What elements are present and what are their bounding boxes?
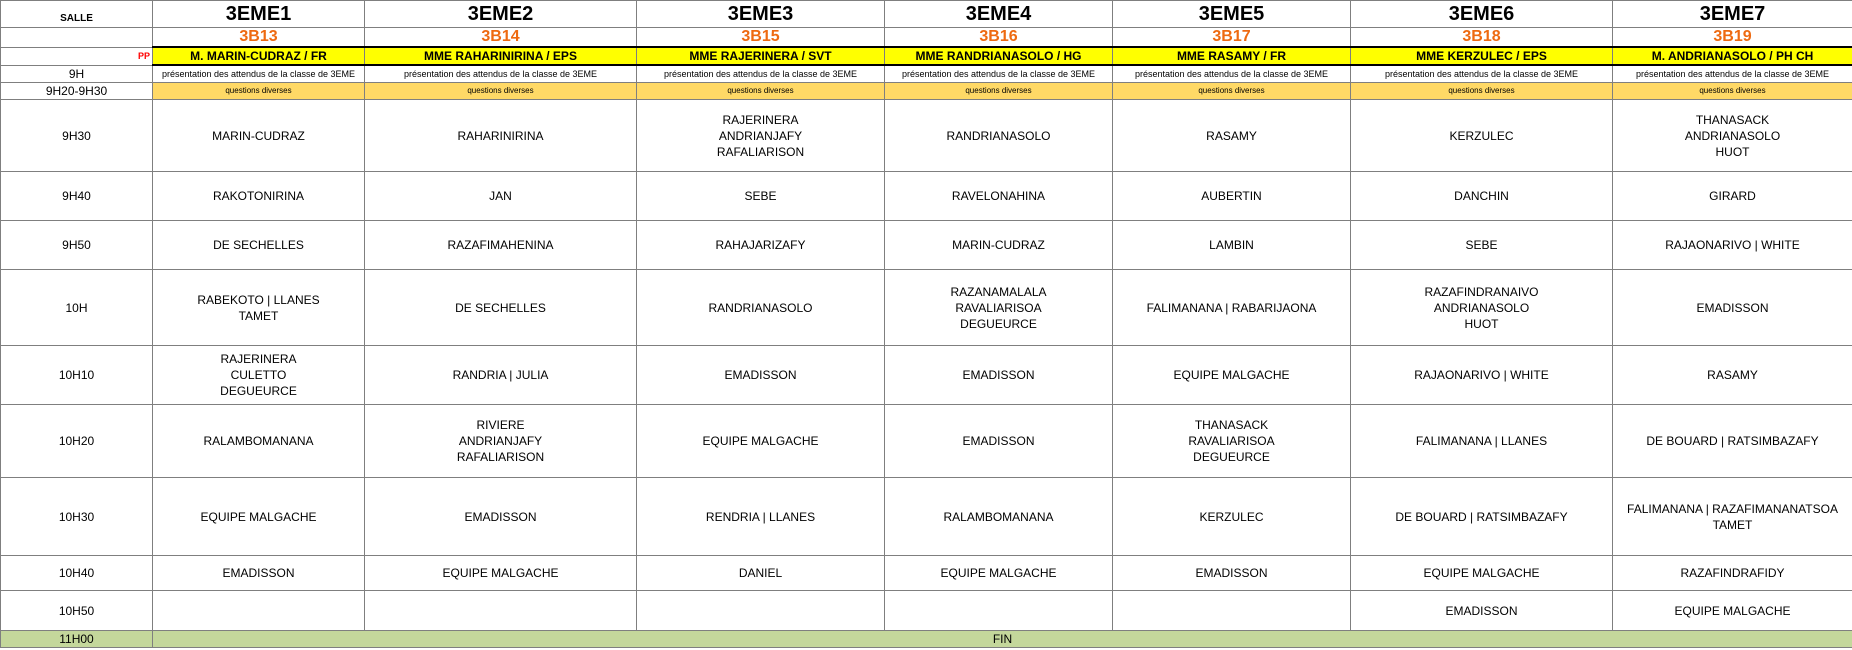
slot-cell[interactable] (637, 172, 885, 221)
student-name: EMADISSON (724, 368, 797, 382)
student-name: ANDRIANASOLO (1433, 300, 1530, 315)
student-name: DEGUEURCE (1193, 450, 1270, 464)
slot-cell[interactable] (1113, 172, 1351, 221)
class-header[interactable]: 3EME7 (1613, 1, 1852, 28)
time-slot-row (1, 221, 1852, 270)
student-name: MARIN-CUDRAZ (952, 238, 1045, 252)
slot-cell[interactable] (365, 270, 637, 346)
slot-cell[interactable] (1113, 405, 1351, 478)
slot-cell[interactable] (1351, 346, 1613, 405)
slot-cell[interactable] (1613, 478, 1852, 556)
slot-cell[interactable] (637, 591, 885, 631)
slot-cell[interactable] (1613, 591, 1852, 631)
slot-cell[interactable] (1351, 100, 1613, 172)
slot-cell[interactable] (1613, 346, 1852, 405)
presentation-cell[interactable]: présentation des attendus de la classe de 3EME (1351, 65, 1613, 83)
student-name: RAVALIARISOA (955, 300, 1042, 315)
slot-cell[interactable] (1351, 591, 1613, 631)
slot-cell[interactable] (365, 346, 637, 405)
slot-cell[interactable] (1613, 172, 1852, 221)
slot-cell[interactable] (1113, 100, 1351, 172)
slot-cell[interactable] (1113, 591, 1351, 631)
room-cell[interactable]: 3B18 (1351, 28, 1613, 48)
student-name: RAZAFIMAHENINA (447, 238, 554, 252)
time-cell[interactable]: 10H10 (1, 346, 153, 405)
room-cell[interactable]: 3B15 (637, 28, 885, 48)
student-name: ANDRIANASOLO (1684, 128, 1781, 143)
slot-cell[interactable] (885, 405, 1113, 478)
time-cell[interactable]: 9H30 (1, 100, 153, 172)
slot-cell[interactable] (1613, 221, 1852, 270)
student-name: RAHAJARIZAFY (715, 238, 806, 252)
slot-cell[interactable] (637, 405, 885, 478)
time-cell[interactable]: 10H40 (1, 556, 153, 591)
presentation-cell[interactable]: présentation des attendus de la classe de 3EME (365, 65, 637, 83)
questions-cell[interactable]: questions diverses (1113, 83, 1351, 100)
slot-cell[interactable] (637, 346, 885, 405)
student-name: RASAMY (1206, 128, 1257, 143)
slot-cell[interactable] (153, 478, 365, 556)
student-name: TAMET (1712, 517, 1753, 532)
student-name: DEGUEURCE (220, 384, 297, 398)
slot-cell[interactable] (1613, 270, 1852, 346)
room-row (1, 28, 1852, 48)
student-name: RANDRIANASOLO (708, 300, 813, 315)
student-name: ANDRIANJAFY (718, 128, 803, 143)
time-slot-row (1, 172, 1852, 221)
class-header-row (1, 1, 1852, 28)
student-name: SEBE (1465, 238, 1498, 252)
slot-cell[interactable] (365, 556, 637, 591)
slot-cell[interactable] (885, 221, 1113, 270)
student-name: RAVELONAHINA (951, 189, 1046, 203)
presentation-cell[interactable]: présentation des attendus de la classe de 3EME (153, 65, 365, 83)
slot-cell[interactable] (1113, 556, 1351, 591)
slot-cell[interactable] (1351, 270, 1613, 346)
student-name: HUOT (1464, 316, 1499, 331)
teacher-cell[interactable]: MME KERZULEC / EPS (1351, 47, 1613, 65)
slot-cell[interactable] (365, 405, 637, 478)
slot-cell[interactable] (637, 270, 885, 346)
student-name: RASAMY (1707, 368, 1758, 382)
student-name: EQUIPE MALGACHE (1173, 368, 1290, 382)
questions-cell[interactable]: questions diverses (365, 83, 637, 100)
time-cell[interactable]: 10H30 (1, 478, 153, 556)
presentation-cell[interactable]: présentation des attendus de la classe de 3EME (1113, 65, 1351, 83)
slot-cell[interactable] (153, 346, 365, 405)
student-name: EMADISSON (962, 368, 1035, 382)
slot-cell[interactable] (365, 172, 637, 221)
teacher-cell[interactable]: MME RAJERINERA / SVT (637, 47, 885, 65)
student-name: AUBERTIN (1201, 189, 1262, 203)
student-name: RAZAFINDRANAIVO (1424, 284, 1539, 299)
student-name: EQUIPE MALGACHE (1423, 566, 1540, 580)
student-name: THANASACK (1194, 418, 1269, 432)
student-name: FALIMANANA | LLANES (1415, 434, 1548, 448)
presentation-cell[interactable]: présentation des attendus de la classe de 3EME (885, 65, 1113, 83)
time-cell[interactable]: 9H50 (1, 221, 153, 270)
slot-cell[interactable] (1351, 478, 1613, 556)
student-name: GIRARD (1709, 189, 1756, 203)
slot-cell[interactable] (153, 172, 365, 221)
slot-cell[interactable] (885, 591, 1113, 631)
fin-cell[interactable]: FIN (153, 631, 1852, 648)
slot-cell[interactable] (153, 405, 365, 478)
pp-label[interactable]: PP (1, 47, 153, 65)
student-name: RALAMBOMANANA (203, 434, 314, 448)
slot-cell[interactable] (637, 221, 885, 270)
class-header[interactable]: 3EME4 (885, 1, 1113, 28)
slot-cell[interactable] (365, 591, 637, 631)
room-cell[interactable]: 3B13 (153, 28, 365, 48)
presentation-cell[interactable]: présentation des attendus de la classe de 3EME (1613, 65, 1852, 83)
student-name: FALIMANANA | RABARIJAONA (1146, 300, 1317, 315)
time-slot-row (1, 556, 1852, 591)
questions-cell[interactable]: questions diverses (1613, 83, 1852, 100)
slot-cell[interactable] (885, 556, 1113, 591)
student-name: EMADISSON (222, 566, 295, 580)
time-slot-row (1, 591, 1852, 631)
student-name: HUOT (1715, 144, 1750, 159)
student-name: EMADISSON (464, 509, 537, 524)
slot-cell[interactable] (153, 221, 365, 270)
student-name: ANDRIANJAFY (458, 434, 543, 448)
student-name: EMADISSON (1195, 566, 1268, 580)
student-name: EMADISSON (962, 434, 1035, 448)
time-slot-row (1, 346, 1852, 405)
time-slot-row (1, 405, 1852, 478)
student-name: EQUIPE MALGACHE (442, 566, 559, 580)
time-slot-row (1, 478, 1852, 556)
slot-cell[interactable] (637, 100, 885, 172)
student-name: RAJAONARIVO | WHITE (1414, 368, 1549, 382)
slot-cell[interactable] (1351, 172, 1613, 221)
presentation-cell[interactable]: présentation des attendus de la classe de 3EME (637, 65, 885, 83)
time-cell[interactable]: 9H20-9H30 (1, 83, 153, 100)
class-header[interactable]: 3EME2 (365, 1, 637, 28)
slot-cell[interactable] (1113, 221, 1351, 270)
student-name: RAVALIARISOA (1188, 434, 1275, 448)
student-name: RIVIERE (476, 418, 525, 432)
student-name: RAKOTONIRINA (212, 189, 305, 203)
student-name: EQUIPE MALGACHE (1674, 603, 1791, 618)
slot-cell[interactable] (1113, 346, 1351, 405)
student-name: EQUIPE MALGACHE (940, 566, 1057, 580)
slot-cell[interactable] (365, 221, 637, 270)
student-name: RAJAONARIVO | WHITE (1665, 238, 1800, 252)
student-name: RAFALIARISON (716, 144, 805, 159)
time-cell[interactable]: 10H (1, 270, 153, 346)
student-name: EQUIPE MALGACHE (702, 434, 819, 448)
student-name: RABEKOTO | LLANES (197, 292, 320, 307)
class-header[interactable]: 3EME5 (1113, 1, 1351, 28)
student-name: RAZANAMALALA (950, 284, 1047, 299)
time-slot-row (1, 270, 1852, 346)
slot-cell[interactable] (1351, 405, 1613, 478)
student-name: DANIEL (738, 566, 783, 580)
room-cell[interactable]: 3B19 (1613, 28, 1852, 48)
slot-cell[interactable] (1113, 478, 1351, 556)
student-name: RAJERINERA (220, 352, 297, 366)
student-name: FALIMANANA | RAZAFIMANANATSOA (1627, 501, 1838, 516)
slot-cell[interactable] (1613, 556, 1852, 591)
class-header[interactable]: 3EME3 (637, 1, 885, 28)
slot-cell[interactable] (885, 478, 1113, 556)
slot-cell[interactable] (1613, 405, 1852, 478)
slot-cell[interactable] (1113, 270, 1351, 346)
student-name: RAFALIARISON (456, 450, 545, 464)
slot-cell[interactable] (1351, 221, 1613, 270)
class-header[interactable]: 3EME1 (153, 1, 365, 28)
slot-cell[interactable] (1613, 100, 1852, 172)
slot-cell[interactable] (637, 556, 885, 591)
presentation-row (1, 65, 1852, 83)
slot-cell[interactable] (153, 270, 365, 346)
slot-cell[interactable] (885, 270, 1113, 346)
time-cell[interactable]: 10H50 (1, 591, 153, 631)
student-name: RAHARINIRINA (457, 128, 544, 143)
teacher-row (1, 47, 1852, 65)
time-cell[interactable]: 11H00 (1, 631, 153, 648)
time-cell[interactable]: 9H40 (1, 172, 153, 221)
questions-cell[interactable]: questions diverses (1351, 83, 1613, 100)
student-name: DANCHIN (1454, 189, 1509, 203)
student-name: DE SECHELLES (213, 238, 304, 252)
student-name: RANDRIANASOLO (946, 128, 1051, 143)
teacher-cell[interactable]: MME RANDRIANASOLO / HG (885, 47, 1113, 65)
slot-cell[interactable] (365, 478, 637, 556)
slot-cell[interactable] (885, 172, 1113, 221)
student-name: EQUIPE MALGACHE (200, 509, 317, 524)
salle-label[interactable]: SALLE (1, 1, 153, 28)
student-name: MARIN-CUDRAZ (212, 128, 305, 143)
student-name: CULETTO (230, 368, 287, 382)
student-name: RALAMBOMANANA (943, 509, 1054, 524)
slot-cell[interactable] (885, 346, 1113, 405)
student-name: RENDRIA | LLANES (705, 509, 816, 524)
slot-cell[interactable] (153, 100, 365, 172)
room-cell[interactable]: 3B14 (365, 28, 637, 48)
teacher-cell[interactable]: MME RASAMY / FR (1113, 47, 1351, 65)
slot-cell[interactable] (885, 100, 1113, 172)
room-cell[interactable]: 3B16 (885, 28, 1113, 48)
questions-cell[interactable]: questions diverses (637, 83, 885, 100)
student-name: KERZULEC (1449, 128, 1514, 143)
student-name: DE SECHELLES (455, 300, 546, 315)
student-name: SEBE (744, 189, 777, 203)
student-name: RAZAFINDRAFIDY (1680, 566, 1785, 580)
questions-row (1, 83, 1852, 100)
student-name: EMADISSON (1696, 300, 1769, 315)
slot-cell[interactable] (153, 591, 365, 631)
student-name: KERZULEC (1199, 509, 1264, 524)
slot-cell[interactable] (637, 478, 885, 556)
questions-cell[interactable]: questions diverses (885, 83, 1113, 100)
student-name: DE BOUARD | RATSIMBAZAFY (1395, 509, 1568, 524)
teacher-cell[interactable]: MME RAHARINIRINA / EPS (365, 47, 637, 65)
room-cell[interactable]: 3B17 (1113, 28, 1351, 48)
class-header[interactable]: 3EME6 (1351, 1, 1613, 28)
student-name: RAJERINERA (722, 112, 799, 127)
student-name: JAN (489, 189, 512, 203)
student-name: EMADISSON (1445, 603, 1518, 618)
time-cell[interactable]: 10H20 (1, 405, 153, 478)
student-name: DE BOUARD | RATSIMBAZAFY (1646, 434, 1819, 448)
teacher-cell[interactable]: M. ANDRIANASOLO / PH CH (1613, 47, 1852, 65)
time-slot-row (1, 100, 1852, 172)
student-name: LAMBIN (1209, 238, 1254, 252)
student-name: TAMET (238, 308, 279, 323)
teacher-cell[interactable]: M. MARIN-CUDRAZ / FR (153, 47, 365, 65)
student-name: DEGUEURCE (960, 316, 1037, 331)
empty-cell[interactable] (1, 28, 153, 48)
student-name: THANASACK (1695, 112, 1770, 127)
slot-cell[interactable] (365, 100, 637, 172)
slot-cell[interactable] (153, 556, 365, 591)
slot-cell[interactable] (1351, 556, 1613, 591)
fin-row (1, 631, 1852, 648)
questions-cell[interactable]: questions diverses (153, 83, 365, 100)
time-cell[interactable]: 9H (1, 65, 153, 83)
student-name: RANDRIA | JULIA (452, 368, 549, 382)
